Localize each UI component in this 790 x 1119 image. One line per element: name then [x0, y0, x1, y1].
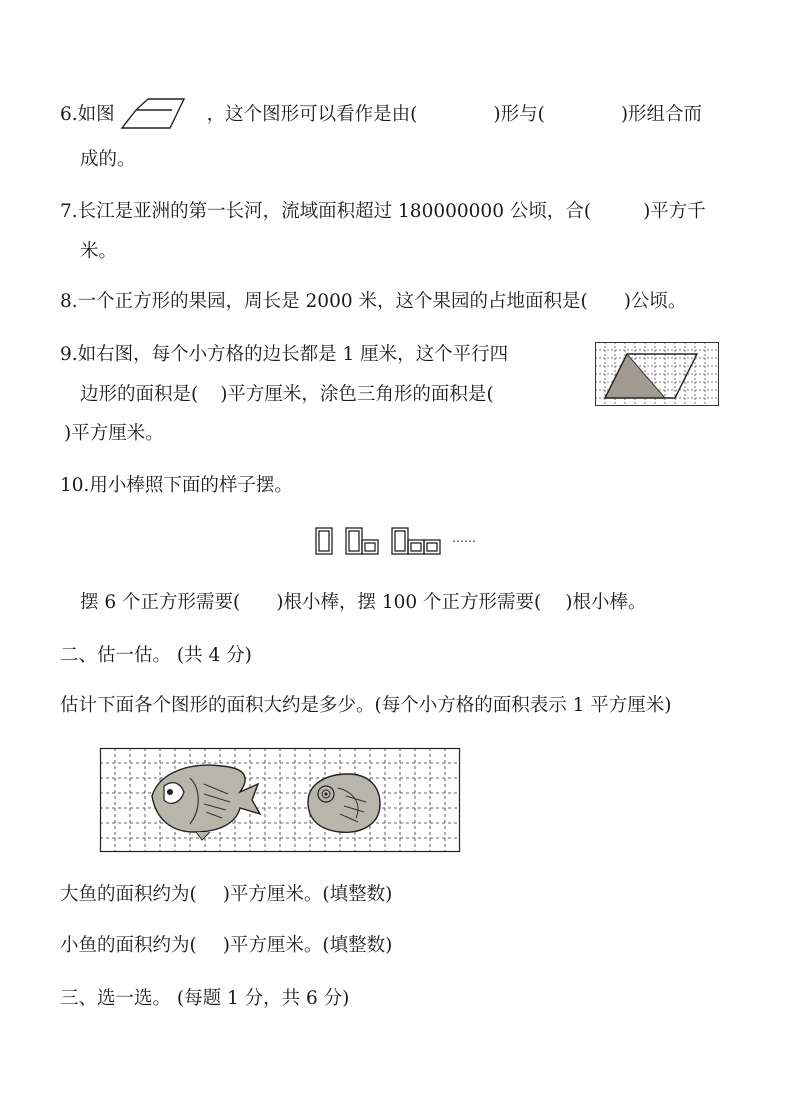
sec2-heading-line — [60, 644, 252, 668]
q7-line1 — [60, 200, 706, 224]
fish-grid-figure — [100, 748, 462, 854]
q7-line2 — [80, 240, 117, 264]
q10-dots-line — [452, 526, 476, 550]
small-fish-shape — [308, 774, 380, 832]
sec2-heading: 二、估一估。 (共 4 分) — [60, 645, 252, 666]
q10-dots: …… — [452, 531, 476, 545]
q10-text-c: )根小棒。 — [565, 592, 647, 613]
q6-shape-figure — [120, 96, 186, 132]
q6-number: 6. — [60, 104, 78, 125]
q6-line2 — [80, 148, 136, 172]
small-fish-text-a: 小鱼的面积约为( — [60, 935, 197, 956]
q10-title-line — [60, 474, 293, 498]
q8-text-end: )公顷。 — [623, 291, 687, 312]
q6-post: )形组合而 — [620, 104, 703, 125]
q9-text-2a: 边形的面积是( — [80, 384, 199, 405]
q9-text-3: )平方厘米。 — [64, 423, 164, 444]
big-fish-text-b: )平方厘米。(填整数) — [222, 884, 393, 905]
q9-text: 9.如右图，每个小方格的边长都是 1 厘米，这个平行四 — [60, 344, 509, 365]
q9-line1 — [60, 343, 508, 367]
q9-text-2b: )平方厘米，涂色三角形的面积是( — [220, 384, 494, 405]
q9-line3 — [64, 422, 164, 446]
q10-sticks-figure — [314, 524, 464, 558]
q7-text-end: )平方千 — [643, 201, 706, 222]
q8-line — [60, 290, 686, 314]
q6-pre: 如图 — [77, 104, 115, 125]
q10-title: 10.用小棒照下面的样子摆。 — [60, 475, 293, 496]
big-fish-text-a: 大鱼的面积约为( — [60, 884, 197, 905]
big-fish-line — [60, 883, 392, 907]
sec2-instruction: 估计下面各个图形的面积大约是多少。(每个小方格的面积表示 1 平方厘米) — [60, 695, 672, 716]
q6-mid: )形与( — [493, 104, 545, 125]
sec2-instruction-line — [60, 694, 671, 718]
q9-grid-figure — [595, 342, 721, 408]
q10-text-b: )根小棒，摆 100 个正方形需要( — [276, 592, 542, 613]
q9-line2 — [80, 383, 494, 407]
small-fish-line — [60, 934, 392, 958]
q10-text-a: 摆 6 个正方形需要( — [80, 592, 241, 613]
q8-text: 8.一个正方形的果园，周长是 2000 米，这个果园的占地面积是( — [60, 291, 588, 312]
q10-answer-line — [80, 591, 646, 615]
sec3-heading: 三、选一选。 (每题 1 分，共 6 分) — [60, 988, 350, 1009]
big-fish-shape — [152, 765, 260, 840]
q6-cont: 成的。 — [80, 149, 136, 170]
q6-text: ，这个图形可以看作是由( — [206, 104, 418, 125]
sec3-heading-line — [60, 987, 349, 1011]
q7-cont: 米。 — [80, 241, 118, 262]
small-fish-text-b: )平方厘米。(填整数) — [222, 935, 393, 956]
q7-text: 7.长江是亚洲的第一长河，流域面积超过 180000000 公顷，合( — [60, 201, 592, 222]
